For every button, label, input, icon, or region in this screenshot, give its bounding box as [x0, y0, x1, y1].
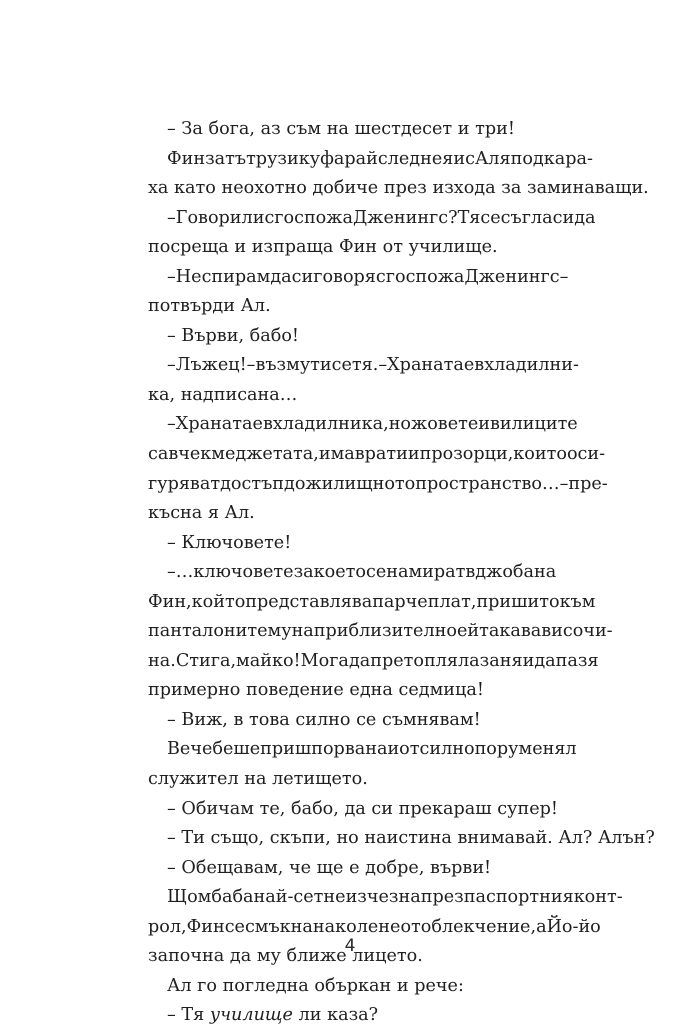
paragraph [148, 735, 577, 794]
word: аз [260, 119, 281, 139]
word: Стига, [175, 650, 237, 671]
word: си [291, 266, 314, 287]
word: му [256, 946, 281, 967]
word: ще [316, 857, 344, 878]
text-line [148, 617, 613, 647]
word: прекараш [398, 798, 492, 819]
word: пазя [555, 650, 599, 671]
word: Тя [457, 207, 481, 228]
word: бабо, [290, 798, 339, 819]
word: конт- [573, 887, 623, 908]
word: че [289, 857, 312, 878]
word: пришито [476, 591, 560, 612]
word: през [420, 887, 464, 908]
word: Ти [181, 828, 205, 849]
word: се [331, 355, 352, 376]
word: затътрузи [205, 148, 299, 169]
word: панталоните [148, 621, 268, 642]
word: за [501, 178, 522, 199]
word: Говори [175, 207, 242, 228]
text-line [148, 647, 599, 677]
word: врати [354, 444, 408, 465]
text-line [148, 824, 655, 854]
word: от [399, 739, 420, 760]
word: госпожа [385, 266, 465, 287]
text-line [148, 470, 608, 500]
word: и [387, 739, 400, 760]
word: е [252, 414, 263, 435]
word: Ал [167, 975, 192, 996]
word: облекчение, [420, 916, 537, 937]
word: да [229, 946, 252, 967]
word: и [457, 119, 470, 139]
text-line [148, 795, 556, 825]
word: нея [420, 148, 454, 169]
word: Върви, [181, 325, 245, 346]
paragraph [148, 883, 623, 972]
word: я [207, 503, 219, 524]
word: който [191, 591, 246, 612]
word: Ключовете! [181, 532, 292, 553]
word: към [559, 591, 596, 612]
text-line [148, 204, 596, 234]
word: седмица! [398, 680, 484, 701]
word: потвърди [148, 296, 235, 317]
word: Тя [181, 1005, 205, 1026]
word: достъп [220, 473, 284, 494]
word: в [262, 414, 273, 435]
text-line [148, 735, 577, 765]
word: до [284, 473, 306, 494]
word: на [244, 769, 267, 790]
word: шестдесет [354, 119, 453, 139]
paragraph [148, 204, 596, 263]
word: тя. [351, 355, 379, 376]
word: паспортния [463, 887, 574, 908]
word: летището. [272, 769, 368, 790]
word: Фин [167, 148, 206, 169]
text-line [148, 145, 593, 175]
paragraph [148, 322, 556, 352]
word: беше [212, 739, 261, 760]
word: майко! [236, 650, 301, 671]
text-line [148, 499, 556, 529]
word: което [313, 562, 366, 583]
word: служител [148, 769, 239, 790]
word: една [349, 680, 393, 701]
paragraph [148, 795, 556, 825]
text-line [148, 381, 556, 411]
word: подкара- [510, 148, 593, 169]
word: да [348, 650, 371, 671]
word: смъкна [244, 916, 313, 937]
word: заминаващи. [526, 178, 649, 199]
text-line [148, 263, 569, 293]
word: – [378, 355, 388, 376]
text-line [148, 676, 556, 706]
word: Лъжец! [175, 355, 247, 376]
word: – [167, 709, 176, 730]
word: примерно [148, 680, 241, 701]
word: поруменял [474, 739, 577, 760]
word: лазаня [458, 650, 523, 671]
word: Вече [167, 739, 213, 760]
word: жилищното [305, 473, 416, 494]
word: …ключовете [175, 562, 294, 583]
word: госпожа [274, 207, 353, 228]
word: съгласи [500, 207, 575, 228]
word: в [233, 709, 244, 730]
word: пришпорвана [260, 739, 388, 760]
word: най-сетне [253, 887, 346, 908]
word: с [375, 266, 386, 287]
word: неохотно [221, 178, 307, 199]
word: Ал [474, 148, 500, 169]
word: Щом [167, 887, 212, 908]
word: объркан [314, 975, 392, 996]
word: претопля [370, 650, 458, 671]
word: говоря [313, 266, 376, 287]
word: добиче [312, 178, 379, 199]
paragraph [148, 972, 556, 1002]
word: Обещавам, [181, 857, 284, 878]
word: а [536, 916, 547, 937]
word: Ал? [558, 828, 593, 849]
word: – [559, 266, 569, 287]
word: – [167, 266, 176, 287]
word: лицето. [352, 946, 423, 967]
word: Фин [186, 916, 225, 937]
word: силно [295, 709, 351, 730]
word: си [371, 798, 394, 819]
word: джоба [475, 562, 534, 583]
word: през [383, 178, 427, 199]
text-line [148, 706, 556, 736]
text-line [148, 883, 623, 913]
paragraph [148, 351, 579, 410]
word: но [336, 828, 359, 849]
text-line [148, 529, 556, 559]
word: Обичам [181, 798, 254, 819]
word: височи- [541, 621, 613, 642]
word: са [148, 444, 169, 465]
word: й [366, 148, 378, 169]
word: с [264, 207, 275, 228]
paragraph [148, 410, 608, 528]
word: – [167, 414, 176, 435]
word: вилиците [490, 414, 578, 435]
word: ножовете [388, 414, 479, 435]
word: училище [209, 1005, 293, 1026]
word: и [522, 650, 535, 671]
word: поведение [246, 680, 344, 701]
word: каза? [327, 1005, 379, 1026]
text-line [148, 292, 556, 322]
text-line [148, 588, 596, 618]
word: и [396, 975, 409, 996]
word: Виж, [181, 709, 228, 730]
word: се [366, 562, 387, 583]
word: в [168, 444, 179, 465]
word: рече: [414, 975, 464, 996]
word: плат, [427, 591, 477, 612]
word: изхода [432, 178, 496, 199]
word: на [326, 119, 349, 139]
word: колене [335, 916, 401, 937]
word: – [167, 532, 176, 553]
word: Ал. [224, 503, 255, 524]
word: скъпи, [269, 828, 331, 849]
word: бога, [208, 119, 255, 139]
word: – [246, 355, 256, 376]
word: да [574, 207, 596, 228]
word: – [167, 828, 176, 849]
word: на. [148, 650, 176, 671]
text-line [148, 854, 556, 884]
word: – [167, 857, 176, 878]
word: в [465, 562, 476, 583]
word: За [181, 119, 203, 139]
word: рол, [148, 916, 187, 937]
text-line [148, 322, 556, 352]
word: ли [298, 1005, 322, 1026]
word: от [400, 916, 421, 937]
word: съмнявам! [381, 709, 481, 730]
word: е [463, 355, 475, 376]
text-line [148, 351, 579, 381]
word: намират [386, 562, 466, 583]
word: бабо! [249, 325, 299, 346]
word: добре, [365, 857, 425, 878]
word: на [312, 916, 336, 937]
word: представлява [245, 591, 373, 612]
word: спирам [201, 266, 271, 287]
word: гуряват [148, 473, 221, 494]
word: се [224, 916, 245, 937]
word: това [249, 709, 290, 730]
word: се [480, 207, 501, 228]
word: училище. [408, 237, 498, 258]
word: в [474, 355, 485, 376]
word: супер! [497, 798, 558, 819]
text-line [148, 558, 556, 588]
word: я [499, 148, 511, 169]
word: хладилни- [484, 355, 579, 376]
word: има [318, 444, 355, 465]
word: оси- [566, 444, 606, 465]
word: надписана… [180, 384, 298, 405]
word: – [167, 207, 176, 228]
word: за [293, 562, 314, 583]
word: ха [148, 178, 169, 199]
body-text [148, 115, 655, 1031]
word: Йо-йо [546, 916, 601, 937]
word: съм [286, 119, 322, 139]
word: Алън? [597, 828, 655, 849]
word: да [534, 650, 556, 671]
word: които [513, 444, 567, 465]
word: и [478, 414, 490, 435]
word: изпраща [251, 237, 334, 258]
word: Храната [387, 355, 464, 376]
word: погледна [222, 975, 309, 996]
word: като [174, 178, 216, 199]
word: и [453, 148, 466, 169]
word: го [197, 975, 217, 996]
word: приблизително [313, 621, 457, 642]
text-line [148, 233, 556, 263]
word: е [349, 857, 360, 878]
word: парче [372, 591, 428, 612]
word: с [465, 148, 475, 169]
word: на [534, 562, 557, 583]
word: ближе [286, 946, 347, 967]
paragraph [148, 824, 655, 854]
paragraph [148, 115, 556, 145]
word: също, [210, 828, 265, 849]
word: те, [259, 798, 286, 819]
word: и [407, 444, 420, 465]
word: Дженингс [464, 266, 560, 287]
word: ли [241, 207, 265, 228]
text-line [148, 440, 606, 470]
paragraph [148, 263, 569, 322]
word: силно [419, 739, 475, 760]
paragraph [148, 706, 556, 736]
word: баба [211, 887, 254, 908]
word: Дженингс? [352, 207, 458, 228]
page-number: 4 [344, 936, 356, 956]
word: Храната [175, 414, 253, 435]
word: – [167, 798, 176, 819]
word: Фин, [148, 591, 192, 612]
paragraph [148, 558, 613, 706]
word: – [167, 355, 176, 376]
text-line [148, 410, 578, 440]
paragraph [148, 854, 556, 884]
word: – [167, 1005, 176, 1026]
word: чекмеджетата, [178, 444, 319, 465]
text-line [148, 174, 649, 204]
word: – [167, 119, 176, 139]
word: се [356, 709, 377, 730]
word: върви! [430, 857, 492, 878]
word: да [344, 798, 366, 819]
word: посреща [148, 237, 229, 258]
word: ка, [148, 384, 176, 405]
word: на [291, 621, 314, 642]
word: след [377, 148, 421, 169]
text-line [148, 972, 556, 1002]
word: започна [148, 946, 225, 967]
paragraph [148, 529, 556, 559]
word: да [270, 266, 292, 287]
word: изчезна [345, 887, 421, 908]
word: внимавай. [457, 828, 553, 849]
word: възмути [255, 355, 332, 376]
word: наистина [364, 828, 452, 849]
word: – [167, 562, 176, 583]
word: и [234, 237, 247, 258]
word: Ал. [240, 296, 271, 317]
paragraph [148, 145, 649, 204]
word: му [267, 621, 292, 642]
word: от [382, 237, 403, 258]
word: хладилника, [272, 414, 389, 435]
word: прозорци, [419, 444, 514, 465]
word: късна [148, 503, 203, 524]
word: Не [175, 266, 202, 287]
word: три! [475, 119, 515, 139]
word: ей [456, 621, 480, 642]
word: – [167, 325, 176, 346]
word: пре- [568, 473, 608, 494]
text-line [148, 115, 556, 145]
word: Мога [300, 650, 349, 671]
word: такава [479, 621, 542, 642]
word: пространство… [415, 473, 560, 494]
text-line [148, 765, 556, 795]
word: – [559, 473, 569, 494]
word: куфара [298, 148, 367, 169]
word: Фин [338, 237, 378, 258]
